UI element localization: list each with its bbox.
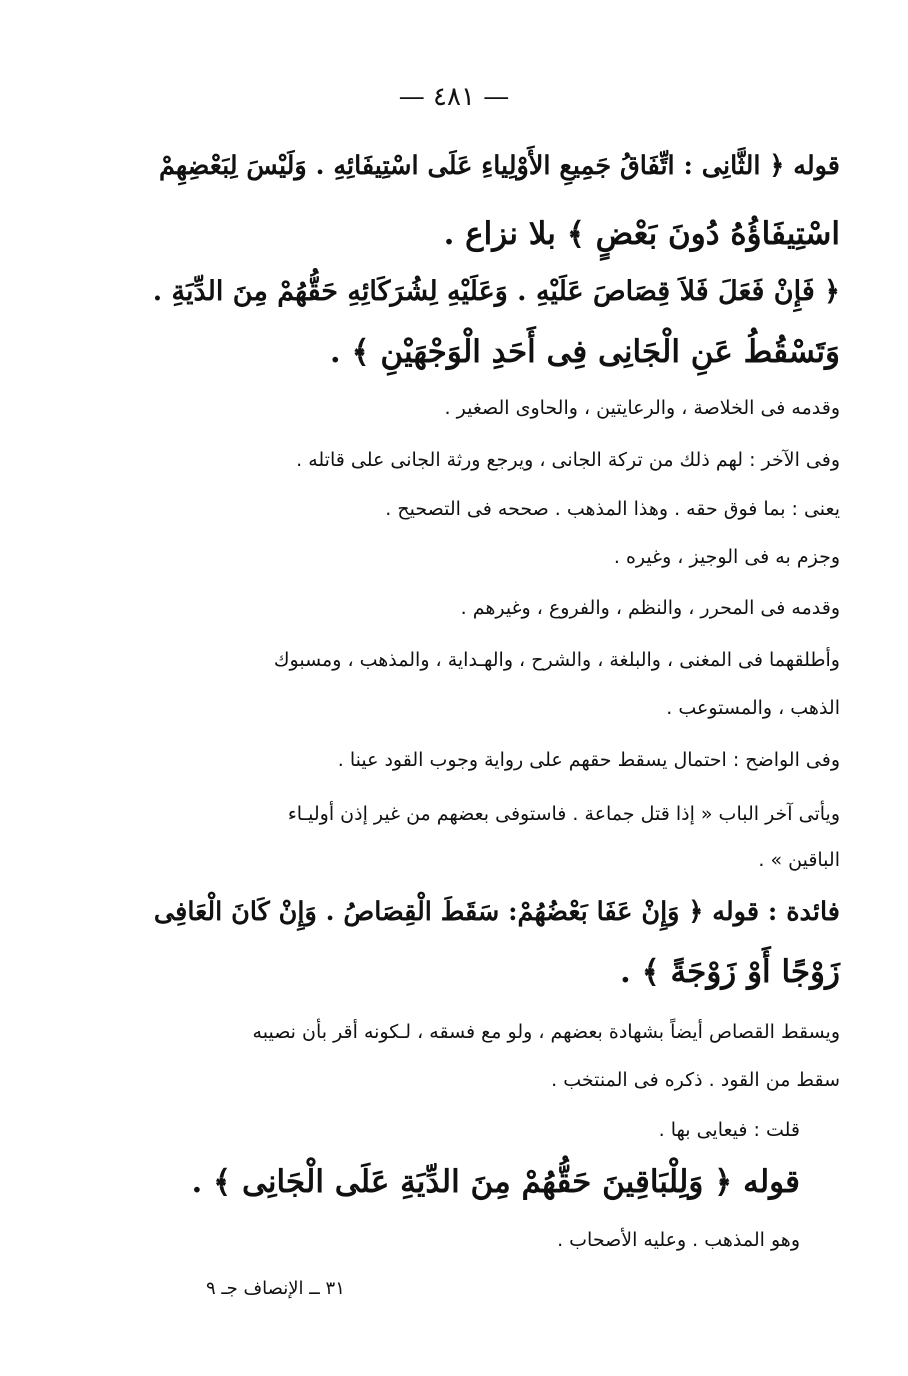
line-text: ﴿ فَإِنْ فَعَلَ فَلاَ قِصَاصَ عَلَيْهِ . وَعَلَيْهِ لِشُرَكَائِهِ حَقُّهُمْ مِنَ الدِّيَةِ . [152, 276, 840, 307]
text-line [150, 594, 840, 622]
text-line [150, 146, 840, 186]
page-number: — ٤٨١ — [398, 82, 510, 112]
line-text: وفى الواضح : احتمال يسقط حقهم على رواية وجوب القود عينا . [337, 749, 840, 771]
line-text: وقدمه فى المحرر ، والنظم ، والفروع ، وغيرهم . [460, 597, 840, 619]
line-text: وقدمه فى الخلاصة ، والرعايتين ، والحاوى الصغير . [444, 397, 840, 419]
text-line [150, 394, 840, 422]
lead-word: فائدة : قوله [712, 897, 840, 927]
text-line [150, 543, 840, 571]
text-line [110, 1116, 800, 1144]
text-line [150, 694, 840, 722]
text-line [150, 1018, 840, 1046]
footer-signature: ٣١ ــ الإنصاف جـ ٩ [206, 1278, 345, 1299]
text-line [150, 495, 840, 523]
lead-word: قوله [793, 151, 840, 181]
text-line [150, 214, 840, 254]
text-line [150, 952, 840, 992]
text-line [150, 746, 840, 774]
lead-word: قوله [743, 1164, 800, 1200]
line-text: ﴿ وَإِنْ عَفَا بَعْضُهُمْ: سَقَطَ الْقِصَاصُ . وَإِنْ كَانَ الْعَافِى [153, 897, 704, 927]
line-text: الذهب ، والمستوعب . [666, 697, 840, 719]
line-text: ويأتى آخر الباب « إذا قتل جماعة . فاستوفى بعضهم من غير إذن أوليـاء [287, 803, 840, 825]
line-text: الباقين » . [758, 849, 840, 871]
line-text: ﴿ وَلِلْبَاقِينَ حَقُّهُمْ مِنَ الدِّيَةِ عَلَى الْجَانِى ﴾ . [191, 1164, 733, 1200]
line-text: ﴿ الثَّانِى : اتِّفَاقُ جَمِيعِ الأَوْلِياءِ عَلَى اسْتِيفَائِهِ . وَلَيْسَ لِبَعْضِهِمْ [158, 151, 785, 181]
text-line [150, 446, 840, 474]
text-line [150, 800, 840, 828]
text-line [150, 646, 840, 674]
text-line [110, 1162, 800, 1202]
line-text: قلت : فيعايى بها . [658, 1119, 800, 1141]
line-text: يعنى : بما فوق حقه . وهذا المذهب . صححه فى التصحيح . [385, 498, 840, 520]
line-text: وهو المذهب . وعليه الأصحاب . [557, 1229, 800, 1251]
line-text: سقط من القود . ذكره فى المنتخب . [551, 1069, 840, 1091]
line-text: زَوْجًا أَوْ زَوْجَةً ﴾ . [620, 954, 840, 990]
text-line [150, 846, 840, 874]
text-line [150, 272, 840, 312]
line-text: وأطلقهما فى المغنى ، والبلغة ، والشرح ، والهـداية ، والمذهب ، ومسبوك [273, 649, 840, 671]
text-line [150, 1066, 840, 1094]
line-text: وَتَسْقُطُ عَنِ الْجَانِى فِى أَحَدِ الْوَجْهَيْنِ ﴾ . [329, 334, 840, 370]
line-text: ويسقط القصاص أيضاً بشهادة بعضهم ، ولو مع فسقه ، لـكونه أقر بأن نصيبه [252, 1021, 840, 1043]
text-line [150, 892, 840, 932]
line-text: وفى الآخر : لهم ذلك من تركة الجانى ، ويرجع ورثة الجانى على قاتله . [296, 449, 840, 471]
line-text: وجزم به فى الوجيز ، وغيره . [613, 546, 840, 568]
line-text: اسْتِيفَاؤُهُ دُونَ بَعْضٍ ﴾ بلا نزاع . [443, 216, 840, 252]
text-line [150, 332, 840, 372]
text-line [110, 1226, 800, 1254]
